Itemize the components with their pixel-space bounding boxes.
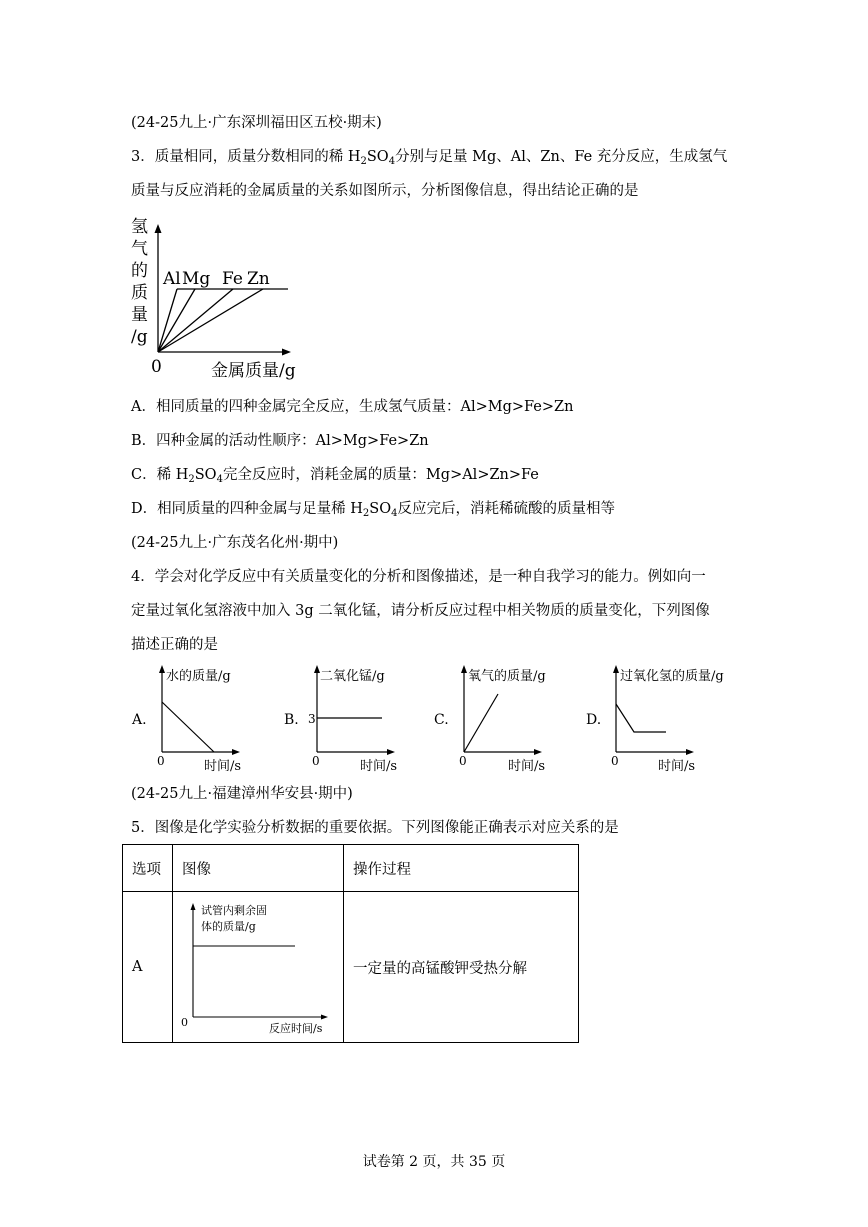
- q4-graph-b-origin: 0: [312, 754, 320, 768]
- q3-line-fe: [158, 289, 233, 352]
- q5-row-a-ylabel-line1: 试管内剩余固: [201, 904, 267, 917]
- q4-graph-b-value-label: 3: [308, 712, 316, 726]
- q5-header-process: 操作过程: [344, 845, 579, 892]
- q3-label-al: Al: [163, 269, 181, 289]
- q4-graph-c: [432, 662, 567, 778]
- q4-stem-line3: 描述正确的是: [131, 637, 218, 653]
- q4-graph-a-curve: [162, 702, 214, 752]
- q3-source: (24-25九上·广东深圳福田区五校·期末): [131, 115, 382, 131]
- q3-graph: [125, 212, 315, 384]
- q5-table: [122, 844, 579, 1043]
- q3-option-c: C．稀 $H_2SO_4$完全反应时，消耗金属的质量：Mg>Al>Zn>Fe: [131, 467, 539, 485]
- q5-source: (24-25九上·福建漳州华安县·期中): [131, 786, 353, 802]
- q3-ylabel-char: 的: [131, 261, 148, 281]
- q5-row-a-origin: 0: [181, 1016, 188, 1029]
- q5-stem: 5．图像是化学实验分析数据的重要依据。下列图像能正确表示对应关系的是: [131, 820, 619, 836]
- q3-label-mg: Mg: [182, 269, 211, 289]
- q5-row-a-xlabel: 反应时间/s: [269, 1022, 323, 1035]
- q3-stem-line2: 质量与反应消耗的金属质量的关系如图所示，分析图像信息，得出结论正确的是: [131, 183, 639, 199]
- q3-ylabel-char: 质: [131, 283, 148, 303]
- q5-row-a-graph: [173, 892, 343, 1038]
- q4-graph-c-letter: C.: [434, 712, 449, 728]
- q4-graph-d-curve: [616, 704, 666, 732]
- q4-graph-b-xlabel: 时间/s: [360, 759, 398, 774]
- q4-graph-d-x-arrow: [686, 749, 694, 755]
- q4-graph-a-letter: A.: [132, 712, 147, 728]
- q5-table-header-row: [123, 845, 579, 892]
- q5-row-a-option: A: [123, 892, 173, 1043]
- q4-stem-line1: 4．学会对化学反应中有关质量变化的分析和图像描述，是一种自我学习的能力。例如向一: [131, 569, 706, 585]
- q4-graph-b-ylabel: 二氧化锰/g: [320, 669, 385, 684]
- q3-ylabel-char: /g: [131, 327, 148, 347]
- q4-graph-c-curve: [464, 694, 498, 752]
- q4-graph-a: [130, 662, 270, 778]
- q3-label-fe: Fe: [222, 269, 243, 289]
- q3-stem-line1: 3．质量相同，质量分数相同的稀 $H_2SO_4$分别与足量 Mg、Al、Zn、Fe 充分反应，生成氢气: [131, 149, 728, 167]
- q3-xlabel: 金属质量/g: [211, 361, 296, 381]
- q3-ylabel-char: 量: [131, 305, 148, 325]
- q4-graph-c-xlabel: 时间/s: [508, 759, 546, 774]
- q5-row-a-process: 一定量的高锰酸钾受热分解: [344, 892, 579, 1043]
- q4-graph-b-letter: B.: [284, 712, 299, 728]
- q4-graph-b: [282, 662, 412, 778]
- q4-source: (24-25九上·广东茂名化州·期中): [131, 535, 339, 551]
- q4-graph-d-y-arrow: [613, 665, 619, 673]
- q3-ylabel-char: 氢: [131, 217, 148, 237]
- q5-row-a-x-arrow: [321, 1015, 328, 1020]
- q5-header-option: 选项: [123, 845, 173, 892]
- q5-header-graph: 图像: [173, 845, 344, 892]
- q4-graph-d-letter: D.: [586, 712, 602, 728]
- q4-graph-d: [584, 662, 744, 778]
- q4-graph-d-origin: 0: [611, 754, 619, 768]
- q3-x-arrow: [282, 349, 291, 356]
- q3-y-arrow: [155, 224, 162, 233]
- q4-graph-c-ylabel: 氧气的质量/g: [468, 669, 546, 684]
- table-row: [123, 892, 579, 1043]
- q4-graph-d-ylabel: 过氧化氢的质量/g: [620, 669, 724, 684]
- q3-option-a: A．相同质量的四种金属完全反应，生成氢气质量：Al>Mg>Fe>Zn: [131, 399, 574, 415]
- q4-graph-c-origin: 0: [459, 754, 467, 768]
- q5-row-a-ylabel-line2: 体的质量/g: [201, 920, 256, 933]
- q4-graph-a-x-arrow: [232, 749, 240, 755]
- q4-graph-c-y-arrow: [461, 665, 467, 673]
- page-footer: 试卷第 2 页，共 35 页: [362, 1154, 506, 1170]
- q5-row-a-y-arrow: [191, 903, 196, 910]
- q3-line-mg: [158, 289, 195, 352]
- q4-graph-a-origin: 0: [157, 754, 165, 768]
- q4-stem-line2: 定量过氧化氢溶液中加入 3g 二氧化锰，请分析反应过程中相关物质的质量变化，下列图像: [131, 603, 710, 619]
- q4-graph-b-x-arrow: [387, 749, 395, 755]
- q3-origin: 0: [151, 357, 162, 377]
- q5-row-a-graph-cell: [173, 892, 344, 1043]
- q3-option-d: D．相同质量的四种金属与足量稀 $H_2SO_4$反应完后，消耗稀硫酸的质量相等: [131, 501, 615, 519]
- q4-graph-a-y-arrow: [159, 665, 165, 673]
- q3-ylabel-char: 气: [131, 239, 148, 259]
- q4-graph-a-xlabel: 时间/s: [204, 759, 242, 774]
- q3-label-zn: Zn: [247, 269, 270, 289]
- q4-graph-c-x-arrow: [534, 749, 542, 755]
- q4-graph-d-xlabel: 时间/s: [658, 759, 696, 774]
- q3-option-b: B．四种金属的活动性顺序：Al>Mg>Fe>Zn: [131, 433, 429, 449]
- q4-graph-a-ylabel: 水的质量/g: [166, 669, 231, 684]
